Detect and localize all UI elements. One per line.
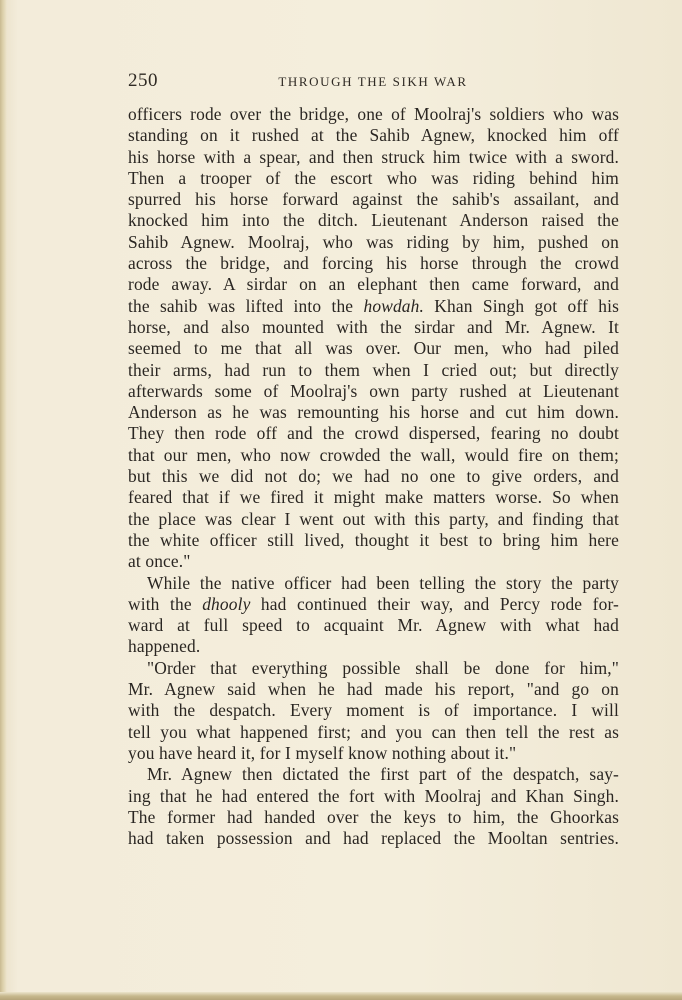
- page-gutter-shadow: [0, 0, 7, 1000]
- text-line: standing on it rushed at the Sahib Agnew, knocked him off: [128, 125, 619, 146]
- text-line: knocked him into the ditch. Lieutenant Anderson raised the: [128, 210, 619, 231]
- page-header: [128, 70, 618, 94]
- text-line: Mr. Agnew then dictated the first part of the despatch, say-: [147, 764, 619, 785]
- text-line: happened.: [128, 636, 201, 657]
- text-line: Mr. Agnew said when he had made his report, "and go on: [128, 679, 619, 700]
- text-line: The former had handed over the keys to him, the Ghoorkas: [128, 806, 619, 827]
- text-line: had taken possession and had replaced the Mooltan sentries.: [128, 828, 619, 849]
- text-line: [128, 594, 619, 615]
- text-line: seemed to me that all was over. Our men, who had piled: [128, 338, 619, 359]
- text-line: Sahib Agnew. Moolraj, who was riding by him, pushed on: [128, 231, 619, 252]
- text-line: Anderson as he was remounting his horse and cut him down.: [128, 402, 619, 423]
- running-head: THROUGH THE SIKH WAR: [278, 74, 468, 89]
- text-segment: with the: [128, 593, 203, 614]
- text-line: the white officer still lived, thought it best to bring him here: [128, 529, 619, 550]
- paragraph-3: [128, 658, 619, 764]
- text-line: spurred his horse forward against the sahib's assailant, and: [128, 189, 619, 210]
- text-line: officers rode over the bridge, one of Moolraj's soldiers who was: [128, 104, 619, 124]
- text-segment: the sahib was lifted into the: [128, 295, 364, 316]
- text-line: afterwards some of Moolraj's own party rushed at Lieutenant: [128, 380, 619, 401]
- text-line: at once.": [128, 551, 191, 572]
- text-segment: had continued their way, and Percy rode for-: [250, 593, 619, 614]
- italic-word-howdah: howdah.: [363, 295, 424, 316]
- text-line: that our men, who now crowded the wall, would fire on them;: [128, 444, 619, 465]
- text-line: tell you what happened first; and you can then tell the rest as: [128, 721, 619, 742]
- paragraph-4: [128, 764, 619, 849]
- text-line: Then a trooper of the escort who was riding behind him: [128, 167, 619, 188]
- text-line: you have heard it, for I myself know nothing about it.": [128, 742, 517, 763]
- text-line: rode away. A sirdar on an elephant then came forward, and: [128, 274, 619, 295]
- body-text: [128, 104, 619, 849]
- text-line: [128, 296, 619, 317]
- text-segment: Khan Singh got off his: [423, 295, 619, 316]
- text-line: with the despatch. Every moment is of importance. I will: [128, 700, 619, 721]
- text-line: They then rode off and the crowd dispersed, fearing no doubt: [128, 423, 619, 444]
- text-line: the place was clear I went out with this party, and finding that: [128, 508, 619, 529]
- paragraph-1: [128, 104, 619, 573]
- text-line: horse, and also mounted with the sirdar and Mr. Agnew. It: [128, 316, 619, 337]
- text-line: While the native officer had been telling the story the party: [147, 572, 619, 593]
- page-number: 250: [128, 70, 158, 91]
- text-line: ing that he had entered the fort with Moolraj and Khan Singh.: [128, 785, 619, 806]
- text-line: across the bridge, and forcing his horse through the crowd: [128, 253, 619, 274]
- text-line: "Order that everything possible shall be done for him,": [147, 657, 619, 678]
- italic-word-dhooly: dhooly: [202, 593, 251, 614]
- text-line: his horse with a spear, and then struck him twice with a sword.: [128, 146, 619, 167]
- paragraph-2: [128, 573, 619, 658]
- text-line: feared that if we fired it might make matters worse. So when: [128, 487, 619, 508]
- text-line: ward at full speed to acquaint Mr. Agnew with what had: [128, 615, 619, 636]
- text-line: their arms, had run to them when I cried out; but directly: [128, 359, 619, 380]
- page-bottom-edge: [0, 992, 682, 1000]
- text-line: but this we did not do; we had no one to give orders, and: [128, 466, 619, 487]
